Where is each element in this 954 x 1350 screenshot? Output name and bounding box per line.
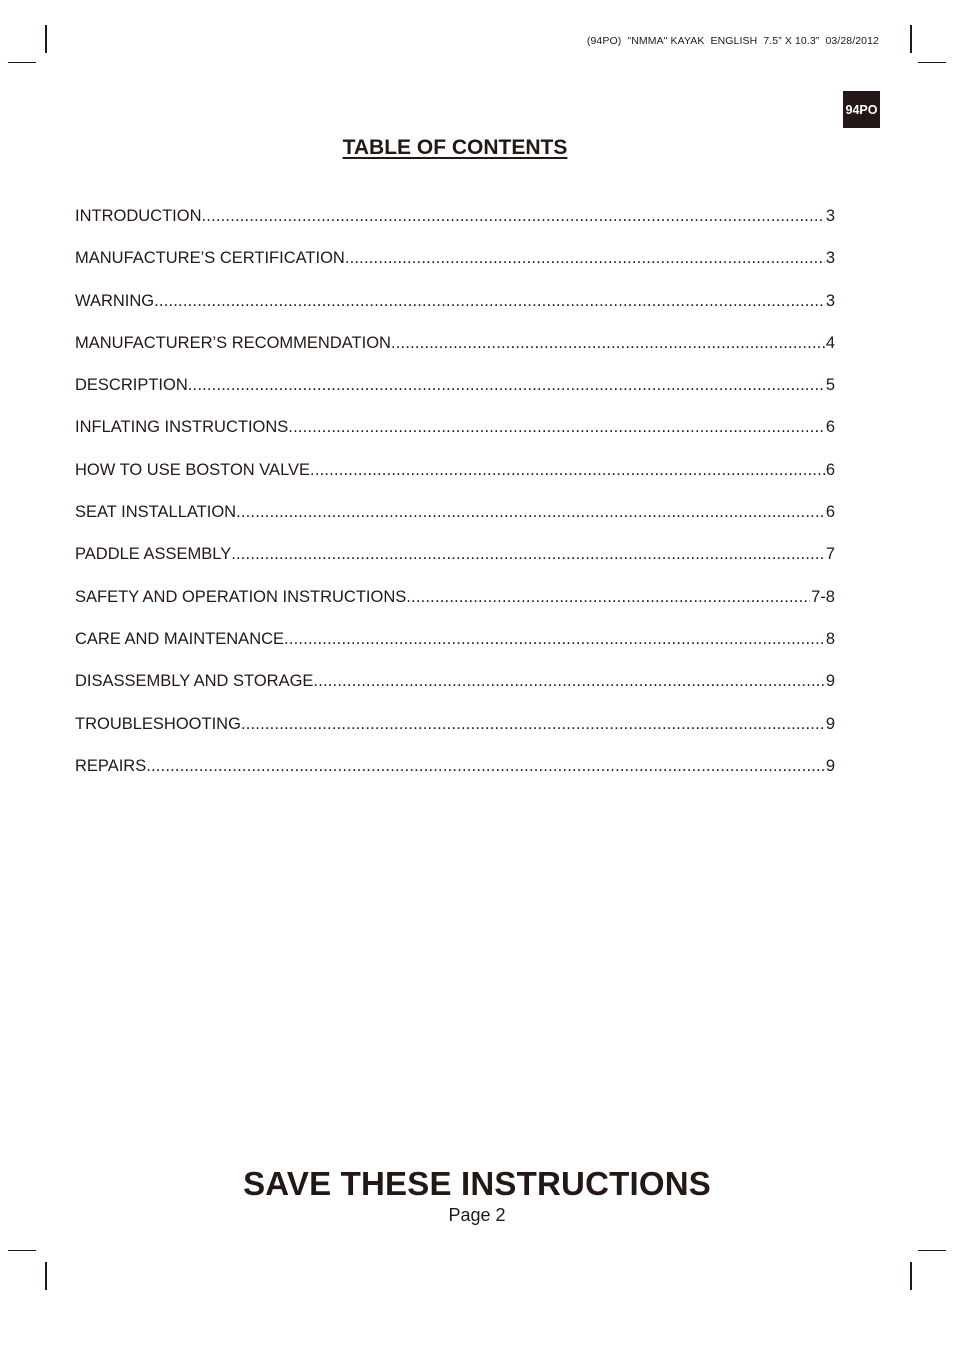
- toc-entry-page: 9: [825, 756, 835, 775]
- toc-entry-label: PADDLE ASSEMBLY: [75, 545, 232, 564]
- crop-mark-top-left-v: [45, 25, 47, 53]
- toc-entry-label: CARE AND MAINTENANCE: [75, 629, 285, 648]
- toc-entry-page: 3: [825, 207, 835, 225]
- toc-entry-label: WARNING: [75, 291, 155, 310]
- toc-entry: [75, 754, 835, 796]
- toc-entry-label: DESCRIPTION: [75, 376, 188, 395]
- toc-entry-label: TROUBLESHOOTING: [75, 714, 241, 733]
- toc-entry-page: 4: [825, 333, 835, 352]
- toc-dot-leader: [154, 289, 825, 313]
- crop-mark-bottom-left-v: [45, 1262, 47, 1290]
- toc-dot-leader: [313, 669, 824, 693]
- toc-entry-page: 8: [825, 629, 835, 648]
- toc-entry: [75, 373, 835, 415]
- toc-entry: [75, 331, 835, 373]
- toc-entry: [75, 458, 835, 500]
- toc-dot-leader: [284, 627, 825, 651]
- toc-entry: [75, 246, 835, 288]
- toc-entry-page: 6: [825, 418, 835, 437]
- toc-entry: [75, 712, 835, 754]
- toc-entry-page: 3: [825, 249, 835, 268]
- toc-entry: [75, 204, 835, 246]
- toc-entry: [75, 585, 835, 627]
- toc-entry-label: SAFETY AND OPERATION INSTRUCTIONS: [75, 587, 407, 606]
- toc-entry-page: 6: [825, 503, 835, 522]
- toc-entry-page: 9: [825, 672, 835, 691]
- toc-dot-leader: [345, 246, 825, 270]
- toc-dot-leader: [310, 458, 825, 482]
- toc-entry-label: HOW TO USE BOSTON VALVE: [75, 460, 311, 479]
- toc-dot-leader: [188, 373, 825, 397]
- model-tag-badge: 94PO: [843, 91, 880, 128]
- toc-entry-label: DISASSEMBLY AND STORAGE: [75, 672, 314, 691]
- crop-mark-top-left-h: [8, 62, 36, 63]
- toc-entry-page: 7: [825, 545, 835, 564]
- toc-dot-leader: [406, 585, 810, 609]
- toc-list: [75, 204, 835, 796]
- toc-entry: [75, 500, 835, 542]
- toc-entry: [75, 669, 835, 711]
- crop-mark-bottom-left-h: [8, 1250, 36, 1251]
- toc-entry: [75, 542, 835, 584]
- crop-mark-bottom-right-h: [918, 1250, 946, 1251]
- toc-entry-page: 5: [825, 376, 835, 395]
- toc-entry-page: 3: [825, 291, 835, 310]
- toc-entry-label: INFLATING INSTRUCTIONS: [75, 418, 289, 437]
- toc-entry: [75, 415, 835, 457]
- toc-dot-leader: [202, 204, 825, 228]
- page-number: Page 2: [448, 1205, 506, 1225]
- crop-mark-top-right-h: [918, 62, 946, 63]
- toc-entry: [75, 627, 835, 669]
- toc-entry-page: 6: [825, 460, 835, 479]
- toc-entry-label: INTRODUCTION: [75, 207, 202, 225]
- toc-entry-page: 7-8: [811, 587, 835, 606]
- crop-mark-bottom-right-v: [910, 1262, 912, 1290]
- toc-entry-page: 9: [825, 714, 835, 733]
- toc-dot-leader: [146, 754, 825, 778]
- save-instructions-headline: SAVE THESE INSTRUCTIONS: [243, 1165, 711, 1202]
- toc-entry-label: SEAT INSTALLATION: [75, 503, 237, 522]
- toc-dot-leader: [391, 331, 825, 355]
- toc-dot-leader: [231, 542, 825, 566]
- toc-dot-leader: [236, 500, 825, 524]
- print-spec-note: (94PO) "NMMA" KAYAK ENGLISH 7.5” X 10.3” 03/28/2012: [586, 35, 879, 47]
- toc-entry-label: MANUFACTURE’S CERTIFICATION: [75, 249, 345, 268]
- toc-title: TABLE OF CONTENTS: [342, 136, 568, 159]
- toc-entry-label: REPAIRS: [75, 756, 147, 775]
- crop-mark-top-right-v: [910, 25, 912, 53]
- toc-entry-label: MANUFACTURER’S RECOMMENDATION: [75, 333, 391, 352]
- toc-dot-leader: [241, 712, 825, 736]
- toc-dot-leader: [288, 415, 825, 439]
- toc-entry: [75, 289, 835, 331]
